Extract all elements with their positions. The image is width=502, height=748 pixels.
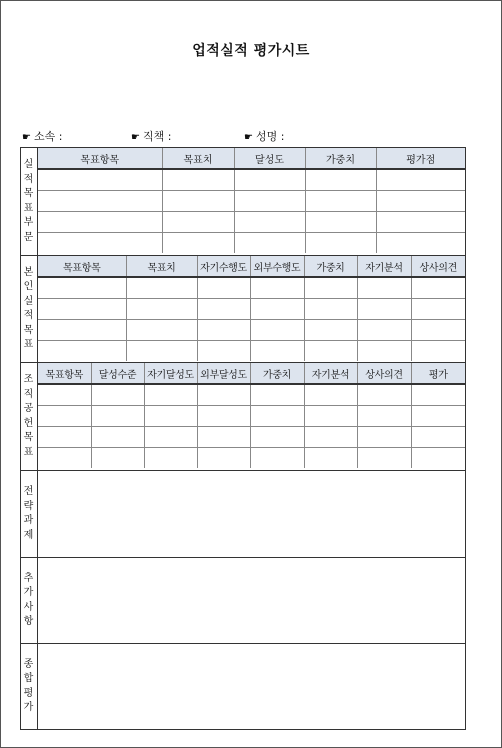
header-weight: 가중치	[304, 256, 357, 277]
input-cell[interactable]	[38, 233, 162, 254]
label-char: 합	[23, 673, 34, 684]
label-char: 직	[23, 388, 34, 400]
input-cell[interactable]	[250, 277, 304, 299]
input-cell[interactable]	[250, 341, 304, 362]
input-cell[interactable]	[144, 384, 197, 406]
input-cell[interactable]	[38, 212, 162, 233]
input-cell[interactable]	[357, 427, 411, 448]
overall-section-label	[20, 644, 38, 729]
affiliation-label: 소속 :	[33, 130, 63, 143]
input-cell[interactable]	[197, 341, 250, 362]
input-cell[interactable]	[234, 212, 305, 233]
input-cell[interactable]	[376, 233, 465, 254]
input-cell[interactable]	[197, 277, 250, 299]
table-row	[38, 169, 465, 191]
input-cell[interactable]	[126, 277, 197, 299]
header-self-performance: 자기수행도	[197, 256, 250, 277]
label-char: 목	[23, 188, 34, 199]
input-cell[interactable]	[411, 448, 465, 469]
input-cell[interactable]	[357, 384, 411, 406]
input-cell[interactable]	[357, 320, 411, 341]
input-cell[interactable]	[38, 277, 126, 299]
strategy-input-area[interactable]	[38, 471, 466, 557]
header-target-item: 목표항목	[38, 148, 162, 169]
label-char: 사	[23, 601, 34, 613]
label-char: 실	[23, 159, 34, 170]
input-cell[interactable]	[38, 169, 162, 191]
input-cell[interactable]	[91, 448, 144, 469]
hand-pointer-icon: ☛	[22, 132, 31, 143]
input-cell[interactable]	[411, 384, 465, 406]
input-cell[interactable]	[38, 427, 91, 448]
input-cell[interactable]	[197, 320, 250, 341]
label-char: 문	[23, 231, 34, 243]
personal-section-label	[20, 256, 38, 362]
input-cell[interactable]	[411, 427, 465, 448]
label-char: 과	[23, 515, 34, 526]
header-target-value: 목표치	[126, 256, 197, 277]
input-cell[interactable]	[38, 341, 126, 362]
input-cell[interactable]	[250, 427, 304, 448]
input-cell[interactable]	[91, 427, 144, 448]
label-char: 목	[23, 324, 34, 336]
header-external-achievement: 외부달성도	[197, 363, 250, 384]
page-title: 업적실적 평가시트	[192, 43, 310, 59]
input-cell[interactable]	[197, 406, 250, 427]
overall-input-area[interactable]	[38, 644, 466, 729]
input-cell[interactable]	[357, 277, 411, 299]
table-row	[38, 406, 465, 427]
strategy-section-label	[20, 471, 38, 557]
additional-input-area[interactable]	[38, 558, 466, 643]
input-cell[interactable]	[197, 427, 250, 448]
input-cell[interactable]	[305, 212, 376, 233]
label-char: 표	[23, 446, 34, 458]
header-target-item: 목표항목	[38, 256, 126, 277]
input-cell[interactable]	[38, 320, 126, 341]
input-cell[interactable]	[250, 320, 304, 341]
position-field[interactable]	[131, 128, 171, 144]
input-cell[interactable]	[126, 341, 197, 362]
label-char: 인	[23, 281, 34, 292]
name-label: 성명 :	[255, 130, 285, 143]
label-char: 전	[23, 486, 34, 497]
label-char: 종	[23, 658, 34, 670]
input-cell[interactable]	[357, 406, 411, 427]
label-char: 목	[23, 432, 34, 443]
performance-table	[38, 148, 465, 253]
input-cell[interactable]	[376, 191, 465, 212]
input-cell[interactable]	[305, 169, 376, 191]
input-cell[interactable]	[304, 299, 357, 320]
input-cell[interactable]	[234, 169, 305, 191]
name-field[interactable]	[244, 128, 284, 144]
table-row	[38, 320, 465, 341]
input-cell[interactable]	[250, 384, 304, 406]
input-cell[interactable]	[304, 427, 357, 448]
input-cell[interactable]	[38, 448, 91, 469]
header-self-analysis: 자기분석	[357, 256, 411, 277]
label-char: 가	[23, 587, 34, 598]
input-cell[interactable]	[305, 191, 376, 212]
input-cell[interactable]	[250, 299, 304, 320]
header-score: 평가점	[376, 148, 465, 169]
header-evaluation: 평가	[411, 363, 465, 384]
input-cell[interactable]	[357, 299, 411, 320]
input-cell[interactable]	[304, 384, 357, 406]
header-achievement-level: 달성수준	[91, 363, 144, 384]
header-external-performance: 외부수행도	[250, 256, 304, 277]
table-row	[38, 448, 465, 469]
input-cell[interactable]	[197, 299, 250, 320]
header-supervisor-opinion: 상사의견	[411, 256, 465, 277]
input-cell[interactable]	[144, 448, 197, 469]
input-cell[interactable]	[304, 277, 357, 299]
affiliation-field[interactable]	[22, 128, 62, 144]
input-cell[interactable]	[411, 299, 465, 320]
input-cell[interactable]	[91, 384, 144, 406]
input-cell[interactable]	[304, 448, 357, 469]
input-cell[interactable]	[357, 448, 411, 469]
label-char: 항	[23, 616, 34, 627]
input-cell[interactable]	[357, 341, 411, 362]
label-char: 공	[23, 403, 34, 414]
table-row	[38, 277, 465, 299]
label-char: 표	[23, 202, 34, 214]
header-weight: 가중치	[250, 363, 304, 384]
header-target-value: 목표치	[162, 148, 234, 169]
header-supervisor-opinion: 상사의견	[357, 363, 411, 384]
header-self-analysis: 자기분석	[304, 363, 357, 384]
input-cell[interactable]	[250, 406, 304, 427]
label-char: 적	[23, 173, 34, 185]
label-char: 추	[23, 572, 34, 584]
table-row	[38, 299, 465, 320]
label-char: 략	[23, 500, 34, 512]
header-target-item: 목표항목	[38, 363, 91, 384]
input-cell[interactable]	[38, 406, 91, 427]
position-label: 직책 :	[142, 130, 172, 143]
input-cell[interactable]	[234, 233, 305, 254]
input-cell[interactable]	[126, 320, 197, 341]
hand-pointer-icon: ☛	[131, 132, 140, 143]
input-cell[interactable]	[197, 384, 250, 406]
header-achievement: 달성도	[234, 148, 305, 169]
header-weight: 가중치	[305, 148, 376, 169]
table-row	[38, 233, 465, 254]
label-char: 평	[23, 687, 34, 699]
label-char: 표	[23, 339, 34, 350]
input-cell[interactable]	[411, 320, 465, 341]
input-cell[interactable]	[411, 406, 465, 427]
input-cell[interactable]	[162, 233, 234, 254]
input-cell[interactable]	[411, 277, 465, 299]
org-section-label	[20, 363, 38, 470]
label-char: 가	[23, 702, 34, 713]
input-cell[interactable]	[91, 406, 144, 427]
label-char: 본	[23, 266, 34, 278]
table-row	[38, 341, 465, 362]
input-cell[interactable]	[197, 448, 250, 469]
input-cell[interactable]	[250, 448, 304, 469]
label-char: 제	[23, 529, 34, 541]
personal-table	[38, 256, 465, 361]
additional-section-label	[20, 558, 38, 643]
input-cell[interactable]	[304, 341, 357, 362]
input-cell[interactable]	[376, 169, 465, 191]
input-cell[interactable]	[162, 169, 234, 191]
performance-section-label	[20, 148, 38, 255]
input-cell[interactable]	[38, 299, 126, 320]
table-row	[38, 427, 465, 448]
input-cell[interactable]	[376, 212, 465, 233]
input-cell[interactable]	[144, 427, 197, 448]
label-char: 부	[23, 217, 34, 228]
label-char: 헌	[23, 417, 34, 429]
hand-pointer-icon: ☛	[244, 132, 253, 143]
label-char: 실	[23, 295, 34, 307]
label-char: 적	[23, 310, 34, 321]
table-row	[38, 191, 465, 212]
label-char: 조	[23, 374, 34, 385]
input-cell[interactable]	[126, 299, 197, 320]
input-cell[interactable]	[144, 406, 197, 427]
input-cell[interactable]	[162, 212, 234, 233]
input-cell[interactable]	[304, 320, 357, 341]
input-cell[interactable]	[38, 191, 162, 212]
org-table	[38, 363, 465, 468]
input-cell[interactable]	[38, 384, 91, 406]
header-self-achievement: 자기달성도	[144, 363, 197, 384]
input-cell[interactable]	[411, 341, 465, 362]
table-row	[38, 384, 465, 406]
input-cell[interactable]	[305, 233, 376, 254]
input-cell[interactable]	[304, 406, 357, 427]
input-cell[interactable]	[234, 191, 305, 212]
table-row	[38, 212, 465, 233]
input-cell[interactable]	[162, 191, 234, 212]
